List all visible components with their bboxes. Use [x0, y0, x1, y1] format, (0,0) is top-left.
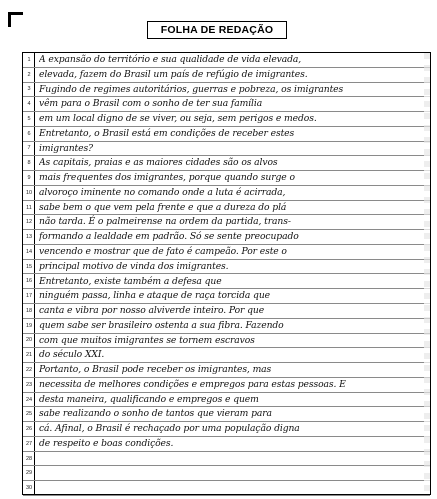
- handwritten-line-text: mais frequentes dos imigrantes, porque quando surge o: [39, 172, 295, 184]
- handwritten-line-text: do século XXI.: [39, 349, 105, 361]
- essay-line: [23, 289, 430, 304]
- handwritten-line-text: canta e vibra por nosso alviverde inteiro. Por que: [39, 305, 265, 317]
- handwritten-line-text: vencendo e mostrar que de fato é campeão. Por este o: [39, 245, 287, 257]
- line-number: 7: [27, 145, 31, 152]
- line-number: 28: [25, 455, 33, 462]
- handwritten-line-text: com que muitos imigrantes se tornem escravos: [39, 334, 255, 346]
- page-title: FOLHA DE REDAÇÃO: [147, 21, 287, 39]
- handwritten-line-text: A expansão do território e sua qualidade de vida elevada,: [39, 54, 302, 65]
- line-number: 25: [25, 411, 33, 418]
- essay-line: [23, 127, 430, 142]
- essay-line: [23, 68, 430, 83]
- essay-line: [23, 334, 430, 349]
- essay-line: [23, 452, 430, 467]
- essay-line: [23, 245, 430, 260]
- essay-line: [23, 156, 430, 171]
- handwritten-line-text: imigrantes?: [39, 142, 93, 154]
- line-number: 24: [25, 396, 33, 403]
- line-number: 8: [27, 160, 31, 167]
- essay-line: [23, 171, 430, 186]
- line-number: 2: [27, 71, 31, 78]
- handwritten-line-text: [39, 466, 426, 480]
- essay-line: [23, 348, 430, 363]
- line-number: 15: [25, 263, 33, 270]
- essay-line: [23, 393, 430, 408]
- line-number: 11: [26, 204, 32, 211]
- handwritten-line-text: vêm para o Brasil com o sonho de ter sua família: [39, 98, 263, 110]
- line-number: 26: [25, 426, 33, 433]
- line-number: 4: [27, 101, 31, 108]
- handwritten-line-text: cá. Afinal, o Brasil é rechaçado por uma população digna: [39, 423, 300, 435]
- handwritten-line-text: sabe bem o que vem pela frente e que a dureza do plá: [39, 201, 287, 213]
- essay-line: [23, 319, 430, 334]
- essay-line: [23, 83, 430, 98]
- handwritten-line-text: Portanto, o Brasil pode receber os imigrantes, mas: [39, 364, 272, 376]
- line-number: 16: [25, 278, 33, 285]
- essay-line: [23, 378, 430, 393]
- handwritten-line-text: Fugindo de regimes autoritários, guerras e pobreza, os imigrantes: [39, 83, 344, 95]
- line-number: 21: [25, 352, 33, 359]
- line-number: 1: [27, 56, 31, 63]
- handwritten-line-text: [39, 452, 426, 466]
- handwritten-line-text: sabe realizando o sonho de tantos que vieram para: [39, 408, 272, 420]
- handwritten-line-text: As capitais, praias e as maiores cidades são os alvos: [39, 157, 278, 169]
- line-number: 18: [25, 307, 33, 314]
- line-number: 17: [25, 293, 33, 300]
- handwritten-line-text: Entretanto, o Brasil está em condições de receber estes: [39, 127, 295, 139]
- essay-line: [23, 363, 430, 378]
- line-number: 19: [25, 322, 33, 329]
- essay-line: [23, 260, 430, 275]
- line-number: 27: [25, 440, 33, 447]
- essay-lines: [23, 53, 430, 494]
- handwritten-line-text: principal motivo de vinda dos imigrantes.: [39, 260, 229, 272]
- line-number: 12: [25, 219, 33, 226]
- essay-line: [23, 53, 430, 68]
- line-number: 20: [25, 337, 33, 344]
- lined-writing-area: [22, 52, 431, 495]
- essay-line: [23, 275, 430, 290]
- line-number: 5: [27, 115, 31, 122]
- handwritten-line-text: ninguém passa, linha e ataque de raça torcida que: [39, 290, 270, 302]
- line-number: 9: [27, 175, 31, 181]
- handwritten-line-text: desta maneira, qualificando e empregos e quem: [39, 393, 259, 405]
- handwritten-line-text: quem sabe ser brasileiro ostenta a sua fibra. Fazendo: [39, 319, 284, 331]
- line-number: 6: [27, 130, 31, 137]
- line-number: 22: [25, 366, 33, 373]
- line-number: 23: [25, 381, 33, 388]
- handwritten-line-text: Entretanto, existe também a defesa que: [39, 275, 222, 287]
- handwritten-line-text: alvoroço iminente no comando onde a luta é acirrada,: [39, 186, 286, 198]
- line-number: 3: [27, 86, 31, 93]
- corner-registration-mark: [8, 12, 23, 27]
- essay-line: [23, 304, 430, 319]
- line-number: 13: [25, 234, 33, 241]
- essay-line: [23, 112, 430, 127]
- essay-line: [23, 481, 430, 496]
- essay-line: [23, 215, 430, 230]
- essay-line: [23, 201, 430, 216]
- essay-line: [23, 142, 430, 157]
- handwritten-line-text: não tarda. É o palmeirense na ordem da partida, trans-: [39, 216, 291, 228]
- essay-line: [23, 97, 430, 112]
- handwritten-line-text: de respeito e boas condições.: [39, 437, 174, 449]
- handwritten-line-text: necessita de melhores condições e empregos para estas pessoas. E: [39, 378, 346, 390]
- line-number: 14: [25, 248, 33, 255]
- essay-line: [23, 230, 430, 245]
- essay-line: [23, 186, 430, 201]
- scan-edge-shadow: [424, 53, 430, 494]
- essay-line: [23, 437, 430, 452]
- line-number: 10: [25, 189, 33, 196]
- essay-line: [23, 422, 430, 437]
- essay-line: [23, 407, 430, 422]
- line-number: 30: [25, 485, 33, 492]
- line-number: 29: [25, 470, 33, 477]
- essay-line: [23, 466, 430, 481]
- handwritten-line-text: elevada, fazem do Brasil um país de refúgio de imigrantes.: [39, 68, 308, 80]
- handwritten-line-text: formando a lealdade em padrão. Só se sente preocupado: [39, 231, 299, 243]
- handwritten-line-text: em um local digno de se viver, ou seja, sem perigos e medos.: [39, 113, 317, 125]
- handwritten-line-text: [39, 481, 426, 495]
